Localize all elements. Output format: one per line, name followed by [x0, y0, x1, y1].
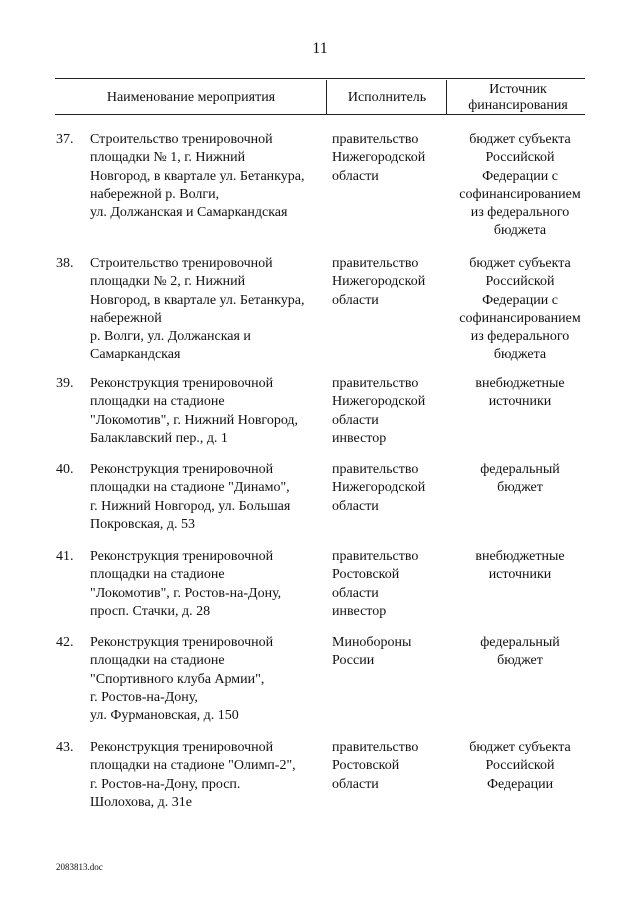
row-funding: внебюджетные источники: [475, 376, 565, 410]
row-name: Реконструкция тренировочной площадки на стадионе "Динамо", г. Нижний Новгород, ул. Большая Покровская, д. 53: [90, 462, 291, 532]
header-col-executor: Исполнитель: [347, 90, 427, 105]
document-filename: 2083813.doc: [56, 862, 103, 872]
row-name: Строительство тренировочной площадки № 1, г. Нижний Новгород, в квартале ул. Бетанкура, набережной р. Волги, ул. Должанская и Самаркандская: [90, 132, 305, 221]
row-name: Реконструкция тренировочной площадки на стадионе "Олимп-2", г. Ростов-на-Дону, просп. Шолохова, д. 31е: [90, 740, 296, 810]
row-funding: бюджет субъекта Российской Федерации с софинансированием из федерального бюджета: [459, 132, 581, 239]
row-name: Реконструкция тренировочной площадки на стадионе "Локомотив", г. Ростов-на-Дону, просп. Стачки, д. 28: [90, 549, 282, 619]
row-funding: внебюджетные источники: [475, 549, 565, 583]
row-name: Реконструкция тренировочной площадки на стадионе "Локомотив", г. Нижний Новгород, Балаклавский пер., д. 1: [90, 376, 299, 446]
header-top-rule: [55, 78, 585, 79]
row-name: Строительство тренировочной площадки № 2, г. Нижний Новгород, в квартале ул. Бетанкура, набережной р. Волги, ул. Должанская и Самаркандская: [90, 256, 305, 363]
row-number: 38.: [56, 256, 74, 271]
row-number: 41.: [56, 549, 74, 564]
row-executor: правительство Нижегородской области: [332, 462, 426, 514]
row-number: 40.: [56, 462, 74, 477]
row-funding: федеральный бюджет: [480, 635, 560, 669]
row-funding: бюджет субъекта Российской Федерации с софинансированием из федерального бюджета: [459, 256, 581, 363]
header-separator-1: [326, 80, 327, 114]
row-executor: правительство Нижегородской области: [332, 132, 426, 184]
row-executor: правительство Ростовской области: [332, 740, 419, 792]
row-funding: бюджет субъекта Российской Федерации: [469, 740, 571, 792]
row-number: 42.: [56, 635, 74, 650]
header-separator-2: [446, 80, 447, 114]
row-number: 43.: [56, 740, 74, 755]
page-number: 11: [312, 40, 328, 57]
header-bottom-rule: [55, 114, 585, 115]
row-name: Реконструкция тренировочной площадки на стадионе "Спортивного клуба Армии", г. Ростов-на-Дону, ул. Фурмановская, д. 150: [90, 635, 274, 724]
header-col-name: Наименование мероприятия: [106, 90, 276, 105]
header-col-funding: Источник финансирования: [468, 82, 568, 113]
row-executor: правительство Нижегородской области инвестор: [332, 376, 426, 446]
row-number: 37.: [56, 132, 74, 147]
row-executor: Минобороны России: [332, 635, 412, 669]
row-executor: правительство Ростовской области инвестор: [332, 549, 419, 619]
row-executor: правительство Нижегородской области: [332, 256, 426, 308]
row-funding: федеральный бюджет: [480, 462, 560, 496]
row-number: 39.: [56, 376, 74, 391]
